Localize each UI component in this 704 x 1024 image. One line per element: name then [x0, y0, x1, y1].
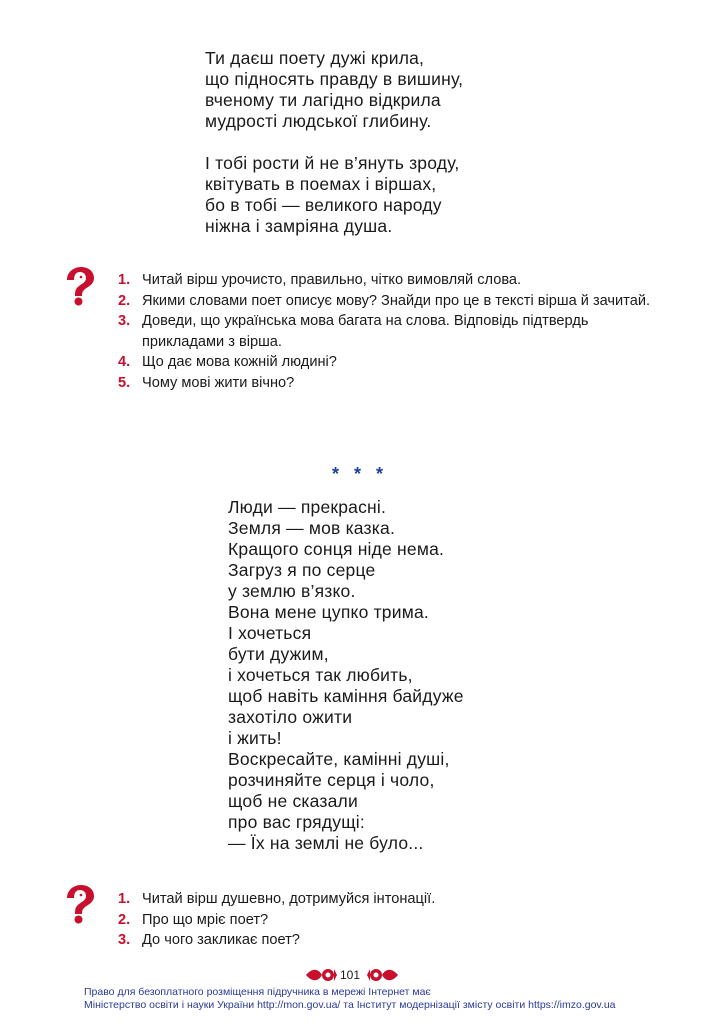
question-item	[118, 910, 670, 931]
question-ornament-icon	[62, 266, 96, 306]
question-ornament-icon	[62, 884, 96, 924]
page-number: 101	[340, 968, 361, 982]
question-number: 3.	[118, 932, 131, 948]
floral-ornament-icon	[304, 966, 338, 984]
stanza-gap	[205, 132, 463, 153]
question-text: До чого закликає поет?	[142, 932, 300, 948]
floral-ornament-icon	[366, 966, 400, 984]
poem-line: Ти даєш поету дужі крила,	[205, 48, 425, 68]
poem-line: бо в тобі — великого народу	[205, 195, 442, 215]
poem-line: квітувать в поемах і віршах,	[205, 174, 437, 194]
poem-line: Вона мене цупко трима.	[228, 602, 429, 622]
question-number: 5.	[118, 374, 131, 391]
poem-line: бути дужим,	[228, 644, 329, 664]
poem-2	[228, 497, 464, 854]
question-item	[118, 352, 670, 373]
poem-line: мудрості людської глибину.	[205, 111, 432, 131]
poem-line: і хочеться так любить,	[228, 665, 413, 685]
question-item	[118, 889, 670, 910]
question-text: Доведи, що українська мова багата на слова. Відповідь підтвердь прикладами з вірша.	[142, 313, 589, 350]
poem-line: Кращого сонця ніде нема.	[228, 539, 445, 559]
poem-line: Воскресайте, камінні душі,	[228, 749, 450, 769]
question-text: Читай вірш урочисто, правильно, чітко вимовляй слова.	[142, 272, 522, 288]
question-number: 4.	[118, 354, 131, 370]
question-number: 2.	[118, 911, 131, 928]
footer-source-line: Міністерство освіти і науки України http://mon.gov.ua/ та Інститут модернізації змісту освіти https://imzo.gov.ua	[84, 999, 616, 1011]
poem-line: у землю в’язко.	[228, 581, 356, 601]
question-number: 1.	[118, 272, 131, 288]
question-text: Про що мріє поет?	[142, 911, 269, 928]
question-item	[118, 270, 670, 291]
question-text: Якими словами поет описує мову? Знайди про це в тексті вірша й зачитай.	[142, 292, 651, 309]
poem-line: Земля — мов казка.	[228, 518, 396, 538]
question-item	[118, 930, 670, 951]
poem-line: розчиняйте серця і чоло,	[228, 770, 435, 790]
poem-line: щоб навіть каміння байдуже	[228, 686, 464, 706]
poem-line: захотіло ожити	[228, 707, 353, 727]
questions-block-1	[118, 270, 670, 393]
question-text: Що дає мова кожній людині?	[142, 354, 337, 370]
poem-line: — Їх на землі не було...	[228, 833, 424, 853]
question-item	[118, 311, 670, 352]
poem-line: про вас грядущі:	[228, 812, 365, 832]
poem-line: І тобі рости й не в’януть зроду,	[205, 153, 460, 173]
footer-license-line: Право для безоплатного розміщення підручника в мережі Інтернет має	[84, 986, 431, 998]
poem-line: щоб не сказали	[228, 791, 358, 811]
question-text: Читай вірш душевно, дотримуйся інтонації.	[142, 891, 436, 907]
poem-line: і жить!	[228, 728, 282, 748]
poem-line: І хочеться	[228, 623, 312, 643]
questions-block-2	[118, 889, 670, 951]
question-number: 3.	[118, 313, 131, 329]
poem-line: Загруз я по серце	[228, 560, 376, 580]
question-number: 2.	[118, 292, 131, 309]
poem-line: ніжна і замріяна душа.	[205, 216, 393, 236]
question-item	[118, 291, 670, 312]
question-text: Чому мові жити вічно?	[142, 374, 295, 391]
question-number: 1.	[118, 891, 131, 907]
poem-separator: * * *	[332, 464, 389, 484]
poem-line: що підносять правду в вишину,	[205, 69, 464, 89]
poem-stanzas-1	[205, 48, 463, 237]
poem-line: вченому ти лагідно відкрила	[205, 90, 441, 110]
question-item	[118, 373, 670, 394]
poem-line: Люди — прекрасні.	[228, 497, 387, 517]
